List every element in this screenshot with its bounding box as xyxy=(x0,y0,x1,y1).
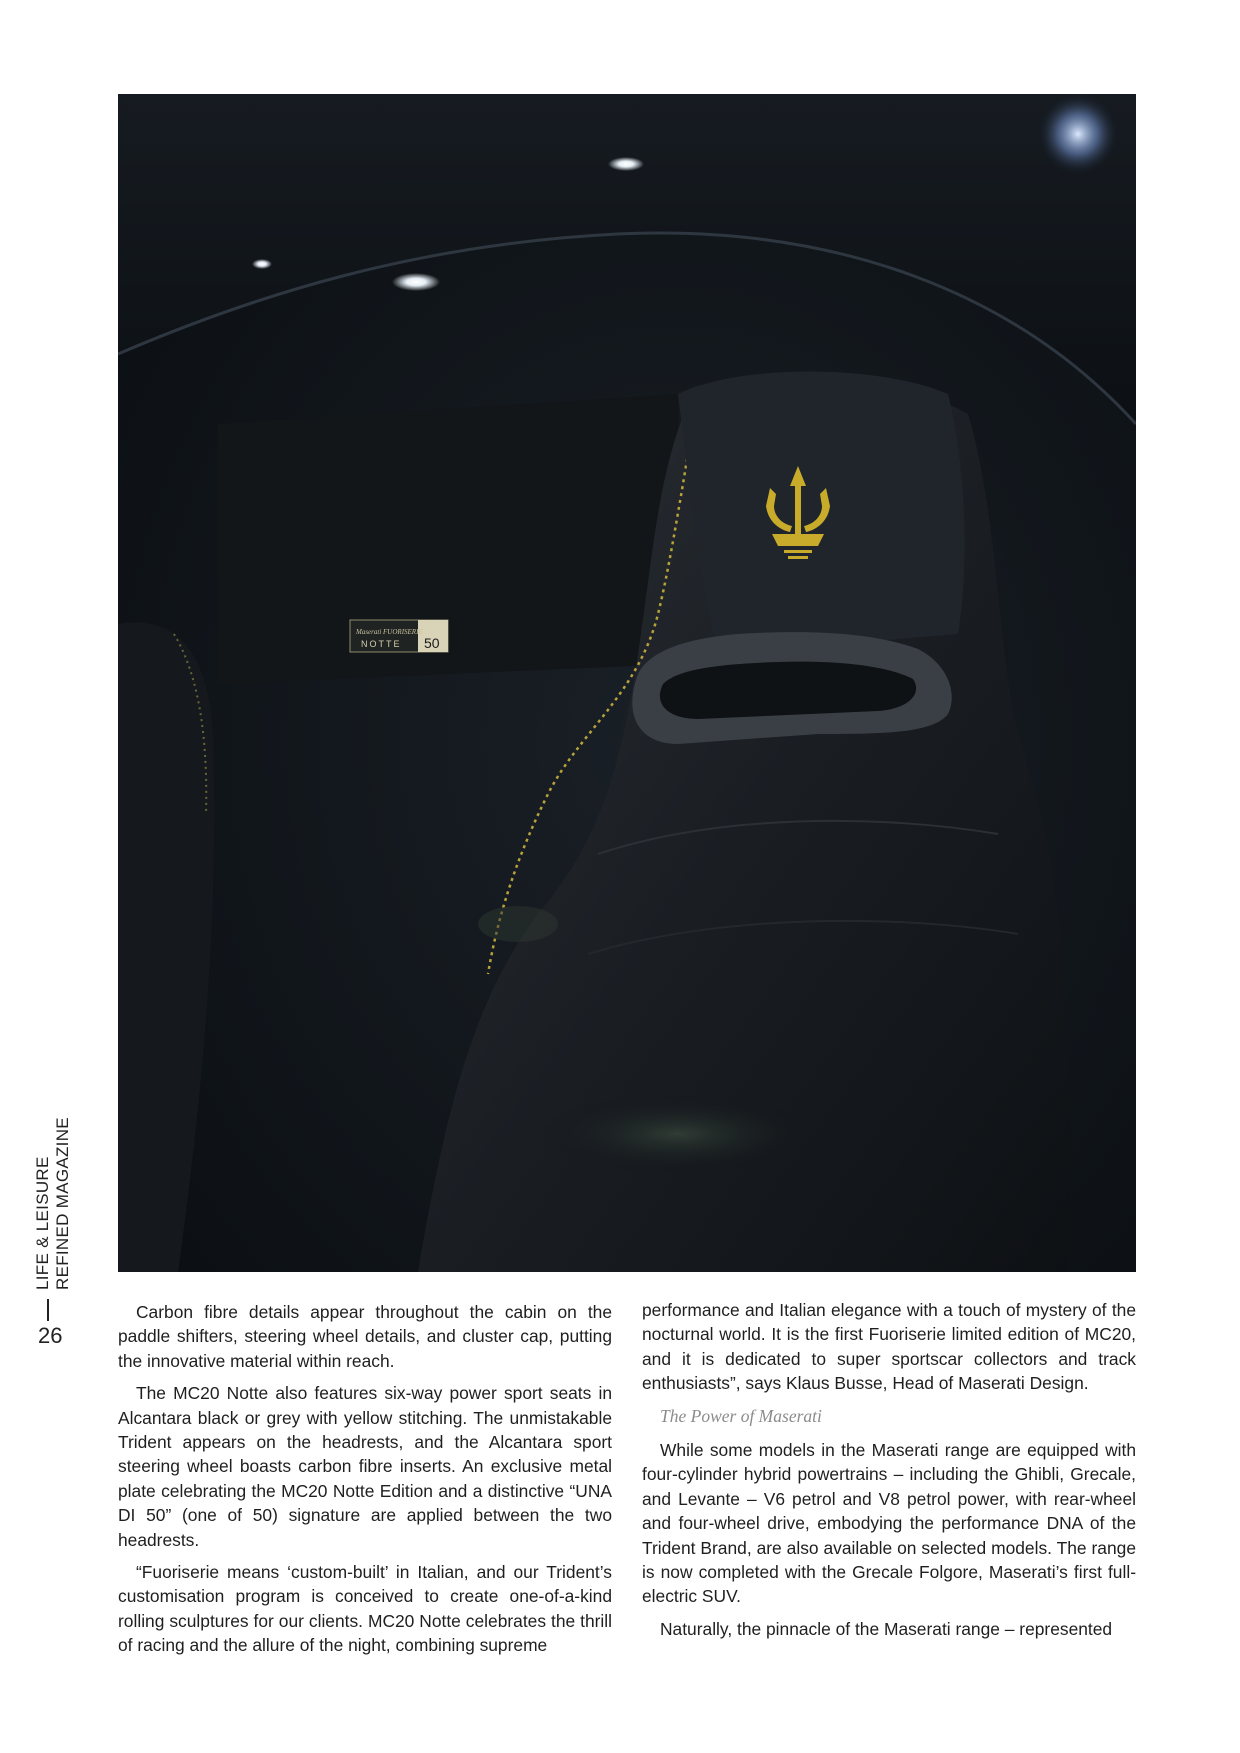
paragraph: Carbon fibre details appear throughout the cabin on the paddle shifters, steering wheel details, and cluster cap, putting the innovative material within reach. xyxy=(118,1302,612,1371)
ceiling-light xyxy=(1038,94,1118,174)
seat-photo-illustration xyxy=(118,94,1136,1272)
magazine-sidebar-label xyxy=(33,1117,73,1290)
page-number: 26 xyxy=(38,1323,63,1348)
paragraph: The MC20 Notte also features six-way power sport seats in Alcantara black or grey with yellow stitching. The unmistakable Trident appears on the headrests, and the Alcantara sport steering wheel boasts carbon fibre inserts. An exclusive metal plate celebrating the MC20 Notte Edition and a distinctive “UNA DI 50” (one of 50) signature are applied between the two headrests. xyxy=(118,1383,612,1550)
paragraph: “Fuoriserie means ‘custom-built’ in Italian, and our Trident’s customisation program is conceived to create one-of-a-kind rolling sculptures for our clients. MC20 Notte celebrates the thrill of racing and the allure of the night, combining supreme xyxy=(118,1562,612,1656)
plate-logo: Maserati FUORISERIE xyxy=(356,628,423,636)
article-column-2 xyxy=(642,1298,1136,1649)
ceiling-light xyxy=(608,157,644,171)
section-subheading: The Power of Maserati xyxy=(660,1405,822,1426)
ceiling-light xyxy=(252,259,272,269)
plate-model: NOTTE xyxy=(361,639,402,649)
article-column-1 xyxy=(118,1300,612,1666)
ceiling-light xyxy=(392,273,440,291)
sidebar-line-1: LIFE & LEISURE xyxy=(33,1156,52,1290)
paragraph: Naturally, the pinnacle of the Maserati range – represented xyxy=(660,1618,1113,1639)
sidebar-line-2: REFINED MAGAZINE xyxy=(53,1117,72,1290)
plate-badge: 50 xyxy=(424,635,440,651)
paragraph: While some models in the Maserati range are equipped with four-cylinder hybrid powertrains – including the Ghibli, Grecale, and Levante – V6 petrol and V8 petrol power, with rear-wheel and four-wheel drive, embodying the performance DNA of the Trident Brand, are also available on selected models. The range is now completed with the Grecale Folgore, Maserati’s first full-electric SUV. xyxy=(642,1440,1136,1607)
sidebar-divider xyxy=(47,1299,49,1321)
hero-photo xyxy=(118,94,1136,1272)
notte-plate xyxy=(350,620,448,652)
paragraph-continuation: performance and Italian elegance with a touch of mystery of the nocturnal world. It is the first Fuoriserie limited edition of MC20, and it is dedicated to super sportscar collectors and track enthusiasts”, says Klaus Busse, Head of Maserati Design. xyxy=(642,1300,1136,1394)
